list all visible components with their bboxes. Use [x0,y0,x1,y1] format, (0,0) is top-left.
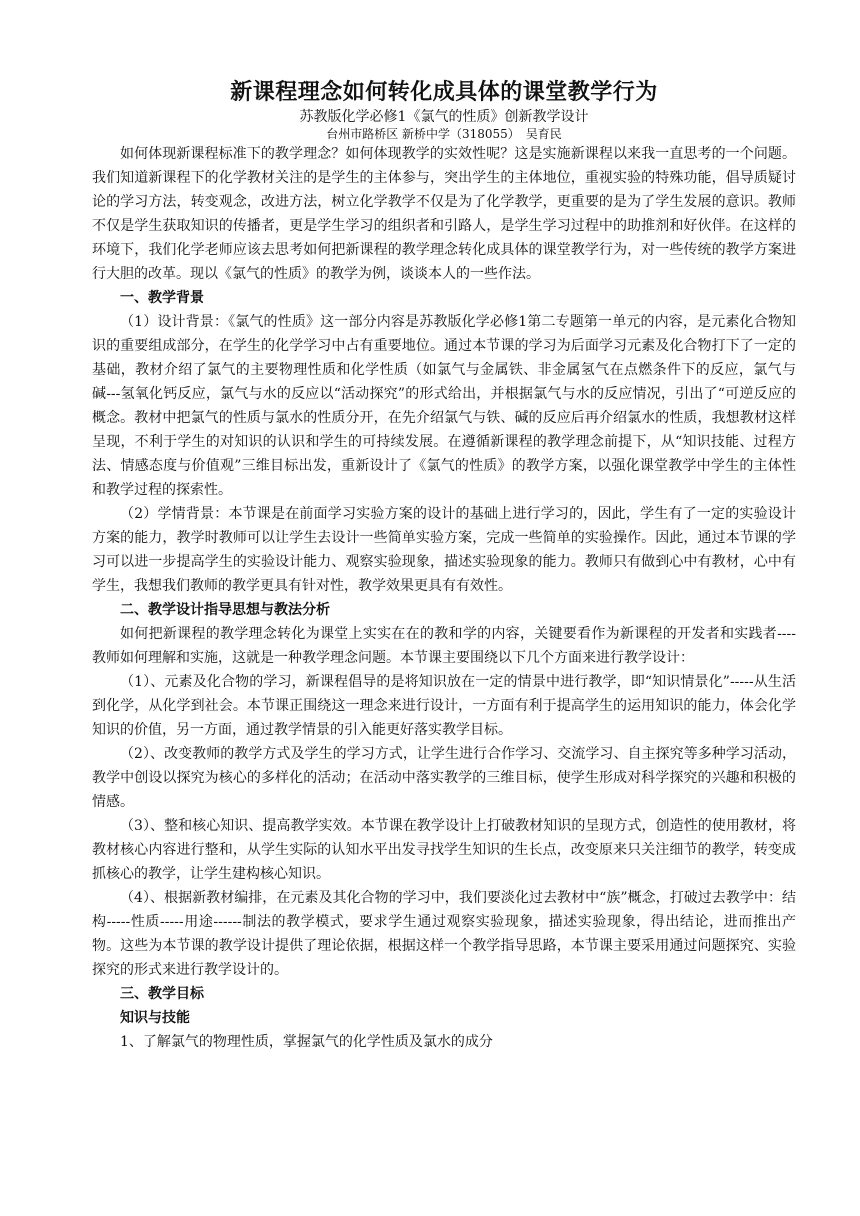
page-title: 新课程理念如何转化成具体的课堂教学行为 [230,80,658,105]
page-subtitle: 苏教版化学必修1《氯气的性质》创新教学设计 [299,109,589,125]
section2-paragraph-2: （2）、改变教师的教学方式及学生的学习方式，让学生进行合作学习、交流学习、自主探究等多种学习活动，教学中创设以探究为核心的多样化的活动；在活动中落实教学的三维目标，使学生形成对科学探究的兴趣和积极的情感。 [92,746,796,810]
intro-paragraph: 如何体现新课程标准下的教学理念？如何体现教学的实效性呢？这是实施新课程以来我一直思考的一个问题。我们知道新课程下的化学教材关注的是学生的主体参与，突出学生的主体地位，重视实验的特殊功能，倡导质疑讨论的学习方法，转变观念，改进方法，树立化学教学不仅是为了化学教学，更重要的是为了学生发展的意识。教师不仅是学生获取知识的传播者，更是学生学习的组织者和引路人，是学生学习过程中的助推剂和好伙伴。在这样的环境下，我们化学老师应该去思考如何把新课程的教学理念转化成具体的课堂教学行为，对一些传统的教学方案进行大胆的改革。现以《氯气的性质》的教学为例，谈谈本人的一些作法。 [92,146,796,282]
section3-heading: 三、教学目标 [120,986,204,1002]
author-line: 台州市路桥区 新桥中学（318055） 吴育民 [326,127,562,141]
document-page [92,78,796,1054]
section2-paragraph-4: （4）、根据新教材编排，在元素及其化合物的学习中，我们要淡化过去教材中“族”概念，打破过去教学中：结构-----性质-----用途------制法的教学模式，要求学生通过观察实验现象，描述实验现象，得出结论，进而推出产物。这些为本节课的教学设计提供了理论依据，根据这样一个教学指导思路，本节课主要采用通过问题探究、实验探究的形式来进行教学设计的。 [92,890,796,978]
section3-item-1: 1、了解氯气的物理性质，掌握氯气的化学性质及氯水的成分 [120,1034,493,1050]
section2-intro-paragraph: 如何把新课程的教学理念转化为课堂上实实在在的教和学的内容，关键要看作为新课程的开发者和实践者----教师如何理解和实施，这就是一种教学理念问题。本节课主要围绕以下几个方面来进行教学设计： [92,626,796,666]
section1-paragraph-2: （2）学情背景：本节课是在前面学习实验方案的设计的基础上进行学习的，因此，学生有了一定的实验设计方案的能力，教学时教师可以让学生去设计一些简单实验方案，完成一些简单的实验操作。因此，通过本节课的学习可以进一步提高学生的实验设计能力、观察实验现象，描述实验现象的能力。教师只有做到心中有教材，心中有学生，我想我们教师的教学更具有针对性，教学效果更具有有效性。 [92,506,796,594]
section2-paragraph-3: （3）、整和核心知识、提高教学实效。本节课在教学设计上打破教材知识的呈现方式，创造性的使用教材，将教材核心内容进行整和，从学生实际的认知水平出发寻找学生知识的生长点，改变原来只关注细节的教学，转变成抓核心的教学，让学生建构核心知识。 [92,818,796,882]
section1-heading: 一、教学背景 [120,290,204,306]
section1-paragraph-1: （1）设计背景：《氯气的性质》这一部分内容是苏教版化学必修1第二专题第一单元的内容，是元素化合物知识的重要组成部分，在学生的化学学习中占有重要地位。通过本节课的学习为后面学习元素及化合物打下了一定的基础，教材介绍了氯气的主要物理性质和化学性质（如氯气与金属铁、非金属氢气在点燃条件下的反应，氯气与碱---氢氧化钙反应，氯气与水的反应以“活动探究”的形式给出，并根据氯气与水的反应情况，引出了“可逆反应的概念。教材中把氯气的性质与氯水的性质分开，在先介绍氯气与铁、碱的反应后再介绍氯水的性质，我想教材这样呈现，不利于学生的对知识的认识和学生的可持续发展。在遵循新课程的教学理念前提下，从“知识技能、过程方法、情感态度与价值观”三维目标出发，重新设计了《氯气的性质》的教学方案，以强化课堂教学中学生的主体性和教学过程的探索性。 [92,314,796,498]
section3-subheading: 知识与技能 [120,1010,190,1026]
section2-heading: 二、教学设计指导思想与教法分析 [120,602,330,618]
section2-paragraph-1: （1）、元素及化合物的学习，新课程倡导的是将知识放在一定的情景中进行教学，即“知识情景化”-----从生活到化学，从化学到社会。本节课正围绕这一理念来进行设计，一方面有利于提高学生的运用知识的能力，体会化学知识的价值，另一方面，通过教学情景的引入能更好落实教学目标。 [92,674,796,738]
